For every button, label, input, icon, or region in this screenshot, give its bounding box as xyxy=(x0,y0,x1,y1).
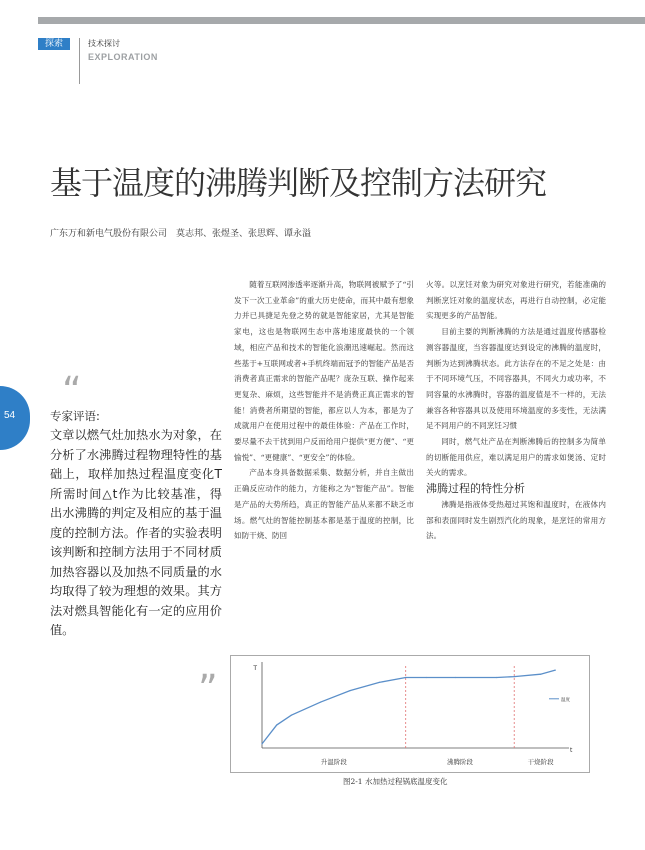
phase-label: 沸腾阶段 xyxy=(446,758,473,766)
data-point xyxy=(379,682,380,683)
data-point xyxy=(405,677,406,678)
top-header-bar xyxy=(38,17,645,24)
phase-label: 干烧阶段 xyxy=(527,758,554,766)
data-point xyxy=(426,677,427,678)
body-paragraph: 沸腾是指液体受热超过其饱和温度时，在液体内部和表面同时发生剧烈汽化的现象，是烹饪的常用方法。 xyxy=(426,499,606,541)
data-point xyxy=(291,715,292,716)
body-paragraph: 随着互联网渗透率逐渐升高，物联网被赋予了“引发下一次工业革命”的重大历史使命，而其中最有想象力并已具捷足先登之势的就是智能家居，尤其是智能家电，这也是物联网生态中落地速度最快的一个领域，相应产品和技术的智能化浪潮迅速崛起。然而这些基于+互联网或者+手机终端而冠予的智能产品是否消费者真正需求的智能产品呢？庞杂互联、操作起来更复杂、麻烦，这些智能并不是消费正真正需求的智能！消费者所期望的智能，都应以人为本，都是为了成就用户在使用过程中的最佳体验：产品在工作时，要尽量不去干扰到用户反而给用户提供“更方便”、“更愉悦”、“更健康”、“更安全”的体验。 xyxy=(234,280,414,462)
data-point xyxy=(261,743,262,744)
section-label-en: EXPLORATION xyxy=(88,52,158,62)
data-point xyxy=(455,677,456,678)
commentary-heading: 专家评语: xyxy=(50,409,100,423)
data-point xyxy=(320,701,321,702)
body-column-left xyxy=(234,277,414,544)
data-point xyxy=(555,670,556,671)
data-point xyxy=(514,676,515,677)
section-heading: 沸腾过程的特性分析 xyxy=(426,482,525,496)
close-quote-icon: ” xyxy=(198,667,218,711)
section-tag: 探索 xyxy=(38,38,70,50)
article-title: 基于温度的沸腾判断及控制方法研究 xyxy=(50,164,547,202)
body-paragraph: 火等。以烹饪对象为研究对象进行研究，若能准确的判断烹饪对象的温度状态，再进行自动控制，必定能实现更多的产品智能。 xyxy=(426,280,606,321)
y-axis-label: T xyxy=(253,665,257,672)
x-axis-label: t xyxy=(570,747,573,754)
data-point xyxy=(276,724,277,725)
legend-label: 温度 xyxy=(561,697,570,703)
temperature-chart xyxy=(230,655,590,773)
commentary-body: 文章以燃气灶加热水为对象，在分析了水沸腾过程物理特性的基础上，取样加热过程温度变化T所需时间△t作为比较基准，得出水沸腾的判定及相应的基于温度的控制方法。作者的实验表明该判断和控制方法用于不同材质加热容器以及加热不同质量的水均取得了较为理想的效果。其方法对燃具智能化有一定的应用价值。 xyxy=(50,428,222,637)
body-paragraph: 目前主要的判断沸腾的方法是通过温度传感器检测容器温度，当容器温度达到设定的沸腾的温度时，判断为达到沸腾状态。此方法存在的不足之处是：由于不同环境气压，不同容器具，不同火力或功率，不同容量的水沸腾时，容器的温度值是不一样的，无法兼容各种容器具以及使用环境温度的多变性，无法满足不同用户的不同烹饪习惯 xyxy=(426,327,606,431)
chart-caption: 图2-1 水加热过程锅底温度变化 xyxy=(343,777,448,786)
body-paragraph: 产品本身具备数据采集、数据分析，并自主做出正确反应动作的能力，方能称之为“智能产品”。智能是产品的大势所趋，真正的智能产品从来都不缺乏市场。燃气灶的智能控制基本都是基于温度的控制，比如防干烧、防回 xyxy=(234,468,414,541)
open-quote-icon: “ xyxy=(62,369,82,413)
chart-frame xyxy=(231,656,590,773)
data-point xyxy=(496,677,497,678)
body-column-right xyxy=(426,277,606,544)
data-point xyxy=(349,690,350,691)
phase-label: 升温阶段 xyxy=(320,758,347,766)
article-authors: 广东万和新电气股份有限公司 莫志邦、张煜圣、张思辉、谭永溢 xyxy=(50,229,312,239)
body-paragraph: 同时，燃气灶产品在判断沸腾后的控制多为简单的切断能用供应，难以满足用户的需求如煲汤、定时关火的需求。 xyxy=(426,437,606,478)
section-label-cn: 技术探讨 xyxy=(88,39,120,48)
data-point xyxy=(540,674,541,675)
page-number: 54 xyxy=(4,410,16,421)
header-divider xyxy=(79,38,80,84)
